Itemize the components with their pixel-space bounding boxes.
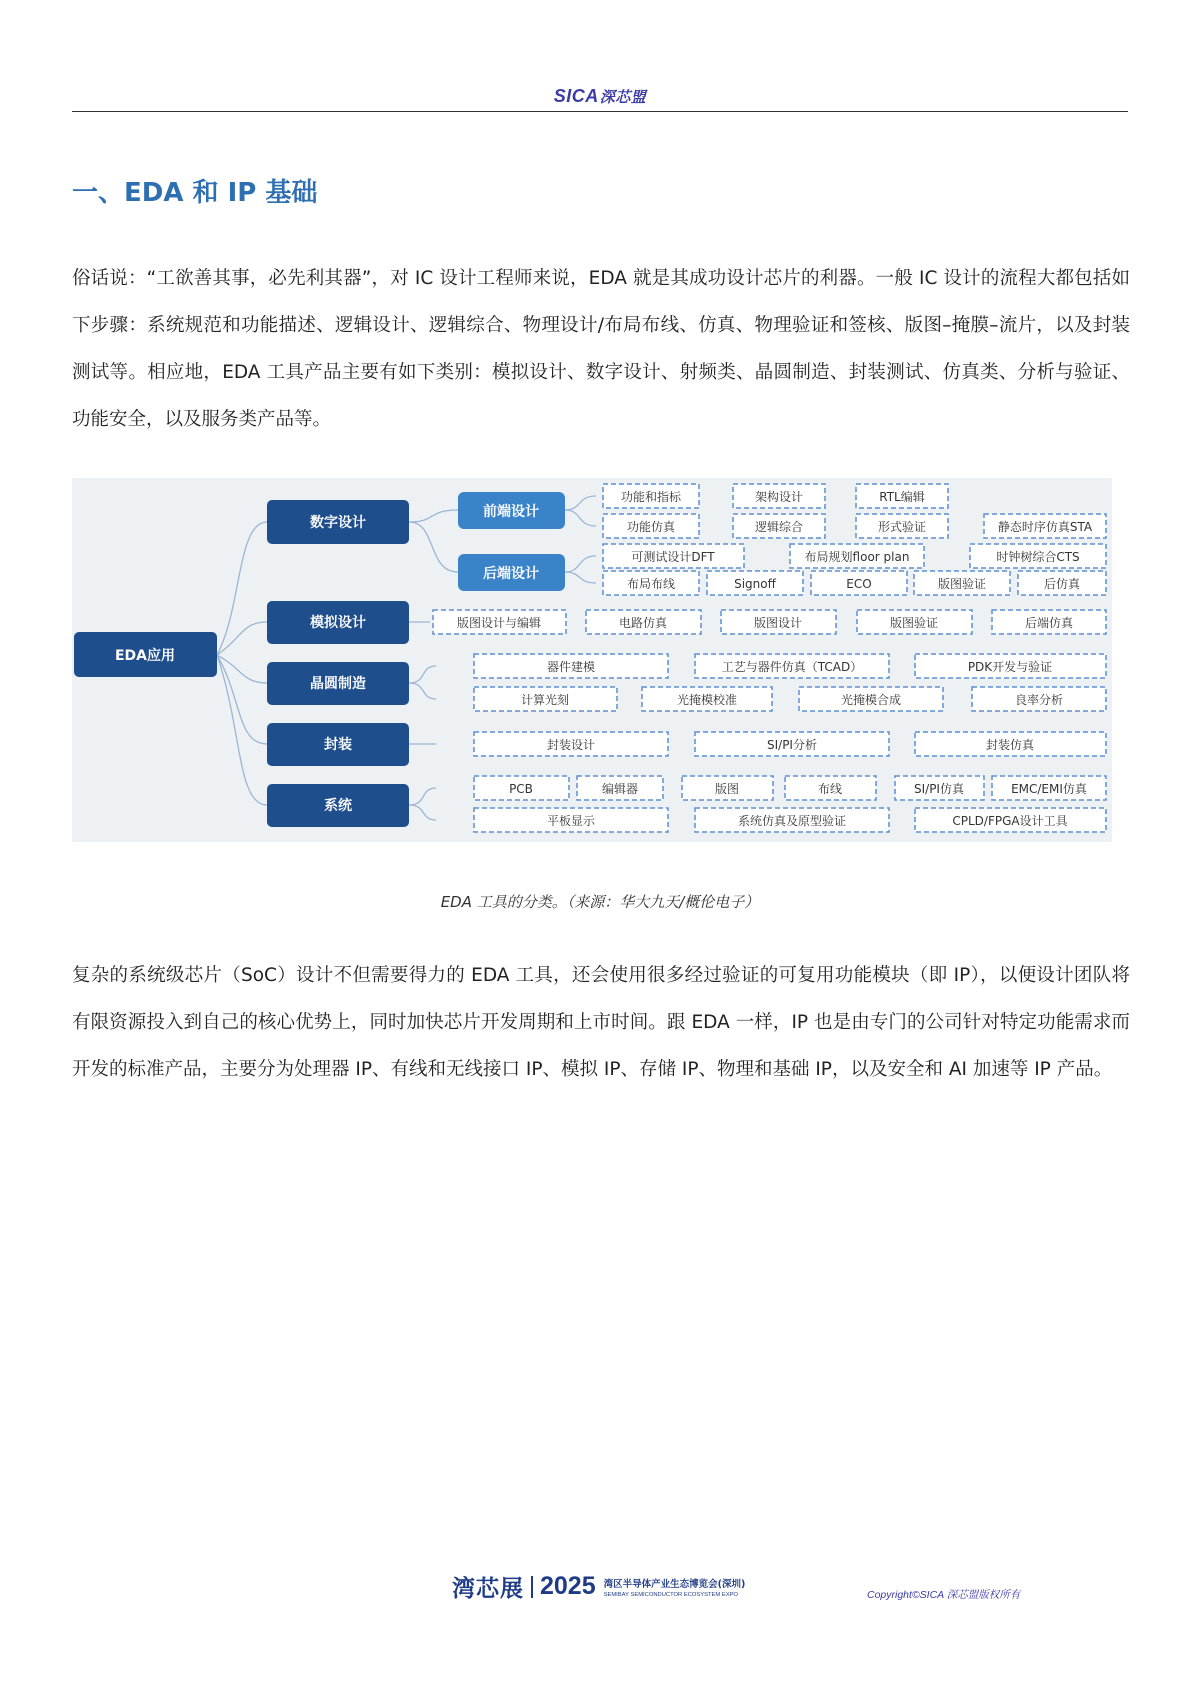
leaf-routing: 布线 xyxy=(817,782,843,796)
node-back-end: 后端设计 xyxy=(483,566,539,582)
leaf-package-design: 封装设计 xyxy=(546,738,596,752)
leaf-analog-layout-edit: 版图设计与编辑 xyxy=(456,616,542,630)
eda-classification-diagram xyxy=(72,478,1112,842)
expo-logo xyxy=(452,1570,745,1603)
expo-text xyxy=(604,1576,746,1598)
logo-latin: SICA xyxy=(553,86,599,106)
leaf-dft: 可测试设计DFT xyxy=(631,550,715,564)
leaf-layout-verify: 版图验证 xyxy=(937,577,987,591)
expo-title-en: SEMIBAY SEMICONDUCTOR ECOSYSTEM EXPO xyxy=(603,1591,738,1598)
leaf-sys-layout: 版图 xyxy=(714,782,740,796)
leaf-architecture: 架构设计 xyxy=(754,490,804,504)
leaf-mask-synth: 光掩模合成 xyxy=(840,693,902,707)
leaf-floorplan: 布局规划floor plan xyxy=(804,550,910,564)
logo-cn: 深芯盟 xyxy=(599,89,647,106)
leaf-function-sim: 功能仿真 xyxy=(626,520,676,534)
leaf-formal-verify: 形式验证 xyxy=(877,520,927,534)
leaf-place-route: 布局布线 xyxy=(626,577,676,591)
leaf-analog-layout: 版图设计 xyxy=(753,616,803,630)
leaf-device-model: 器件建模 xyxy=(546,660,596,674)
leaf-pdk: PDK开发与验证 xyxy=(967,660,1053,674)
leaf-sta: 静态时序仿真STA xyxy=(997,520,1093,534)
leaf-mask-calib: 光掩模校准 xyxy=(676,693,738,707)
node-wafer: 晶圆制造 xyxy=(310,676,366,692)
expo-name: 湾芯展 xyxy=(452,1576,524,1602)
leaf-emc-sim: EMC/EMI仿真 xyxy=(1011,782,1087,796)
leaf-editor: 编辑器 xyxy=(601,782,639,796)
leaf-yield: 良率分析 xyxy=(1014,693,1064,707)
expo-divider xyxy=(531,1576,533,1598)
leaf-analog-layout-verify: 版图验证 xyxy=(889,616,939,630)
node-digital: 数字设计 xyxy=(310,515,366,531)
leaf-flat-panel: 平板显示 xyxy=(546,814,596,828)
figure-caption: EDA 工具的分类。（来源：华大九天/概伦电子） xyxy=(440,893,760,911)
leaf-function-spec: 功能和指标 xyxy=(620,490,682,504)
section-title: 一、EDA 和 IP 基础 xyxy=(72,178,318,208)
leaf-tcad: 工艺与器件仿真（TCAD） xyxy=(721,660,863,674)
leaf-rtl-edit: RTL编辑 xyxy=(879,490,925,504)
leaf-circuit-sim: 电路仿真 xyxy=(618,616,668,630)
copyright-notice: Copyright©SICA 深芯盟版权所有 xyxy=(867,1589,1021,1601)
leaf-sipi-sim: SI/PI仿真 xyxy=(914,782,964,796)
node-front-end: 前端设计 xyxy=(483,504,539,520)
ip-paragraph: 复杂的系统级芯片（SoC）设计不但需要得力的 EDA 工具，还会使用很多经过验证的可复用功能模块（即 IP），以便设计团队将有限资源投入到自己的核心优势上，同时加快芯片开发周期和上市时间。跟 EDA 一样，IP 也是由专门的公司针对特定功能需求而开发的标准产品，主要分为处理器 IP、有线和无线接口 IP、模拟 IP、存储 IP、物理和基础 IP，以及安全和 AI 加速等 IP 产品。 xyxy=(72,965,1130,1080)
leaf-package-sim: 封装仿真 xyxy=(985,738,1035,752)
leaf-cts: 时钟树综合CTS xyxy=(996,550,1080,564)
leaf-cpld-fpga: CPLD/FPGA设计工具 xyxy=(952,814,1068,828)
header-divider xyxy=(72,111,1128,112)
leaf-logic-synth: 逻辑综合 xyxy=(754,520,804,534)
node-root: EDA应用 xyxy=(114,648,176,664)
leaf-sys-sim: 系统仿真及原型验证 xyxy=(737,814,847,828)
expo-year: 2025 xyxy=(540,1572,596,1600)
leaf-post-sim: 后仿真 xyxy=(1043,577,1081,591)
header-logo xyxy=(0,86,1200,107)
expo-title-cn: 湾区半导体产业生态博览会(深圳) xyxy=(603,1578,746,1590)
leaf-backend-sim: 后端仿真 xyxy=(1024,616,1074,630)
node-analog: 模拟设计 xyxy=(310,615,366,631)
node-package: 封装 xyxy=(324,737,352,753)
leaf-signoff: Signoff xyxy=(734,577,776,591)
node-system: 系统 xyxy=(324,798,352,814)
leaf-comp-litho: 计算光刻 xyxy=(520,693,570,707)
intro-paragraph: 俗话说：“工欲善其事，必先利其器”，对 IC 设计工程师来说，EDA 就是其成功设计芯片的利器。一般 IC 设计的流程大都包括如下步骤：系统规范和功能描述、逻辑设计、逻辑综合、物理设计/布局布线、仿真、物理验证和签核、版图–掩膜–流片，以及封装测试等。相应地，EDA 工具产品主要有如下类别：模拟设计、数字设计、射频类、晶圆制造、封装测试、仿真类、分析与验证、功能安全，以及服务类产品等。 xyxy=(72,268,1130,430)
leaf-sipi-analysis: SI/PI分析 xyxy=(767,738,817,752)
leaf-eco: ECO xyxy=(846,577,872,591)
leaf-pcb: PCB xyxy=(509,782,533,796)
